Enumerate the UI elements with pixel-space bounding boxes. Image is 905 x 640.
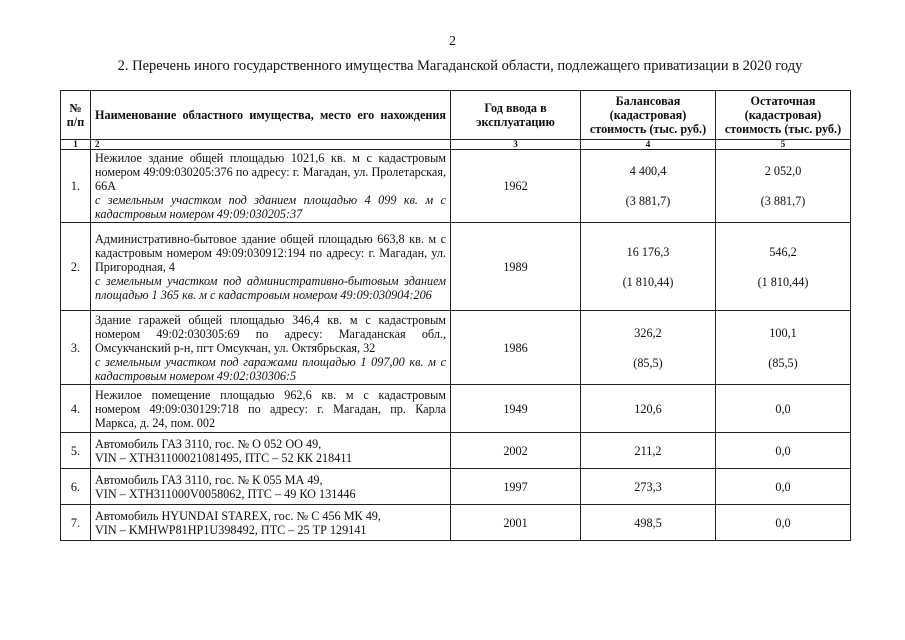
- commissioning-year: 1962: [451, 150, 581, 223]
- header-num: № п/п: [61, 91, 91, 140]
- table-row: [61, 311, 851, 385]
- balance-value: 326,2: [634, 325, 662, 340]
- balance-value-cell: [581, 150, 716, 223]
- balance-value: 16 176,3: [626, 244, 670, 259]
- residual-value: 546,2: [769, 244, 797, 259]
- page-number: 2: [449, 34, 456, 49]
- property-name-line: VIN – XTH31100021081495, ПТС – 52 КК 218411: [95, 450, 353, 465]
- row-number: 3.: [61, 311, 91, 385]
- balance-cadastral-value: (85,5): [633, 355, 663, 370]
- balance-value: 273,3: [634, 479, 662, 494]
- residual-value: 0,0: [775, 401, 791, 416]
- header-balance: Балансовая (кадастровая) стоимость (тыс. руб.): [581, 91, 716, 140]
- property-description: [91, 311, 451, 385]
- commissioning-year: 1949: [451, 385, 581, 433]
- property-name-line: Автомобиль ГАЗ 3110, гос. № О 052 ОО 49,: [95, 436, 322, 451]
- table-row: [61, 385, 851, 433]
- balance-value: 211,2: [634, 443, 662, 458]
- residual-cadastral-value: (85,5): [768, 355, 798, 370]
- table-row: [61, 433, 851, 469]
- land-plot-note: с земельным участком под зданием площадью 4 099 кв. м с кадастровым номером 49:09:030205:37: [95, 193, 446, 221]
- residual-value-cell: [716, 433, 851, 469]
- property-name-line: Нежилое здание общей площадью 1021,6 кв. м с кадастровым номером 49:09:030205:376 по адресу: г. Магадан, ул. Пролетарская, 66А: [95, 151, 446, 193]
- residual-value-cell: [716, 150, 851, 223]
- commissioning-year: 1997: [451, 469, 581, 505]
- land-plot-note: с земельным участком под гаражами площадью 1 097,00 кв. м с кадастровым номером 49:02:030306:5: [95, 354, 446, 383]
- residual-value: 0,0: [775, 479, 791, 494]
- property-description: [91, 469, 451, 505]
- column-number: 3: [451, 140, 581, 150]
- header-residual: Остаточная (кадастровая) стоимость (тыс. руб.): [716, 91, 851, 140]
- balance-value: 498,5: [634, 515, 662, 530]
- table-row: [61, 150, 851, 223]
- residual-value: 0,0: [775, 443, 791, 458]
- table-row: [61, 469, 851, 505]
- property-description: [91, 385, 451, 433]
- property-table: [60, 90, 851, 541]
- residual-cadastral-value: (1 810,44): [757, 274, 809, 289]
- property-description: [91, 433, 451, 469]
- property-name-line: Административно-бытовое здание общей площадью 663,8 кв. м с кадастровым номером 49:09:030912:194 по адресу: г. Магадан, ул. Пригородная, 4: [95, 231, 446, 274]
- row-number: 4.: [61, 385, 91, 433]
- balance-value-cell: [581, 433, 716, 469]
- residual-value: 100,1: [769, 325, 797, 340]
- row-number: 5.: [61, 433, 91, 469]
- property-description: [91, 223, 451, 311]
- table-body: [61, 140, 851, 541]
- land-plot-note: с земельным участком под административно-бытовым зданием площадью 1 365 кв. м с кадастровым номером 49:09:030904:206: [95, 273, 446, 302]
- document-title: 2. Перечень иного государственного имущества Магаданской области, подлежащего приватизации в 2020 году: [117, 58, 803, 74]
- residual-value-cell: [716, 469, 851, 505]
- balance-value-cell: [581, 505, 716, 541]
- table-header: [61, 91, 851, 140]
- residual-cadastral-value: (3 881,7): [760, 194, 806, 208]
- property-description: [91, 505, 451, 541]
- property-name-line: Здание гаражей общей площадью 346,4 кв. м с кадастровым номером 49:02:030305:69 по адресу: Магаданская обл., Омсукчанский р-н, пгт Омсукчан, ул. Октябрьская, 32: [95, 312, 446, 355]
- property-description: [91, 150, 451, 223]
- balance-value-cell: [581, 469, 716, 505]
- row-number: 2.: [61, 223, 91, 311]
- column-number-row: [61, 140, 851, 150]
- column-number: 2: [91, 140, 451, 150]
- property-name-line: Автомобиль HYUNDAI STAREX, гос. № С 456 МК 49,: [95, 508, 381, 523]
- table-row: [61, 505, 851, 541]
- property-name-line: Нежилое помещение площадью 962,6 кв. м с кадастровым номером 49:09:030129:718 по адресу: г. Магадан, пр. Карла Маркса, д. 24, пом. 002: [95, 387, 446, 430]
- balance-value-cell: [581, 311, 716, 385]
- balance-value: 120,6: [634, 401, 662, 416]
- balance-value-cell: [581, 223, 716, 311]
- commissioning-year: 1989: [451, 223, 581, 311]
- row-number: 6.: [61, 469, 91, 505]
- header-name: Наименование областного имущества, место его нахождения: [91, 91, 451, 140]
- header-year: Год ввода в эксплуатацию: [451, 91, 581, 140]
- residual-value-cell: [716, 385, 851, 433]
- residual-value-cell: [716, 311, 851, 385]
- commissioning-year: 2002: [451, 433, 581, 469]
- commissioning-year: 2001: [451, 505, 581, 541]
- residual-value-cell: [716, 223, 851, 311]
- commissioning-year: 1986: [451, 311, 581, 385]
- column-number: 5: [716, 140, 851, 150]
- property-name-line: Автомобиль ГАЗ 3110, гос. № К 055 МА 49,: [95, 472, 323, 487]
- residual-value-cell: [716, 505, 851, 541]
- column-number: 4: [581, 140, 716, 150]
- balance-value-cell: [581, 385, 716, 433]
- column-number: 1: [61, 140, 91, 150]
- property-name-line: VIN – KMHWP81HP1U398492, ПТС – 25 ТР 129141: [95, 522, 367, 537]
- row-number: 7.: [61, 505, 91, 541]
- property-name-line: VIN – XTH311000V0058062, ПТС – 49 КО 131446: [95, 486, 356, 501]
- residual-value: 0,0: [775, 515, 791, 530]
- balance-cadastral-value: (3 881,7): [625, 194, 671, 208]
- row-number: 1.: [61, 150, 91, 223]
- table-row: [61, 223, 851, 311]
- residual-value: 2 052,0: [764, 164, 802, 178]
- balance-value: 4 400,4: [629, 164, 667, 178]
- balance-cadastral-value: (1 810,44): [622, 274, 674, 289]
